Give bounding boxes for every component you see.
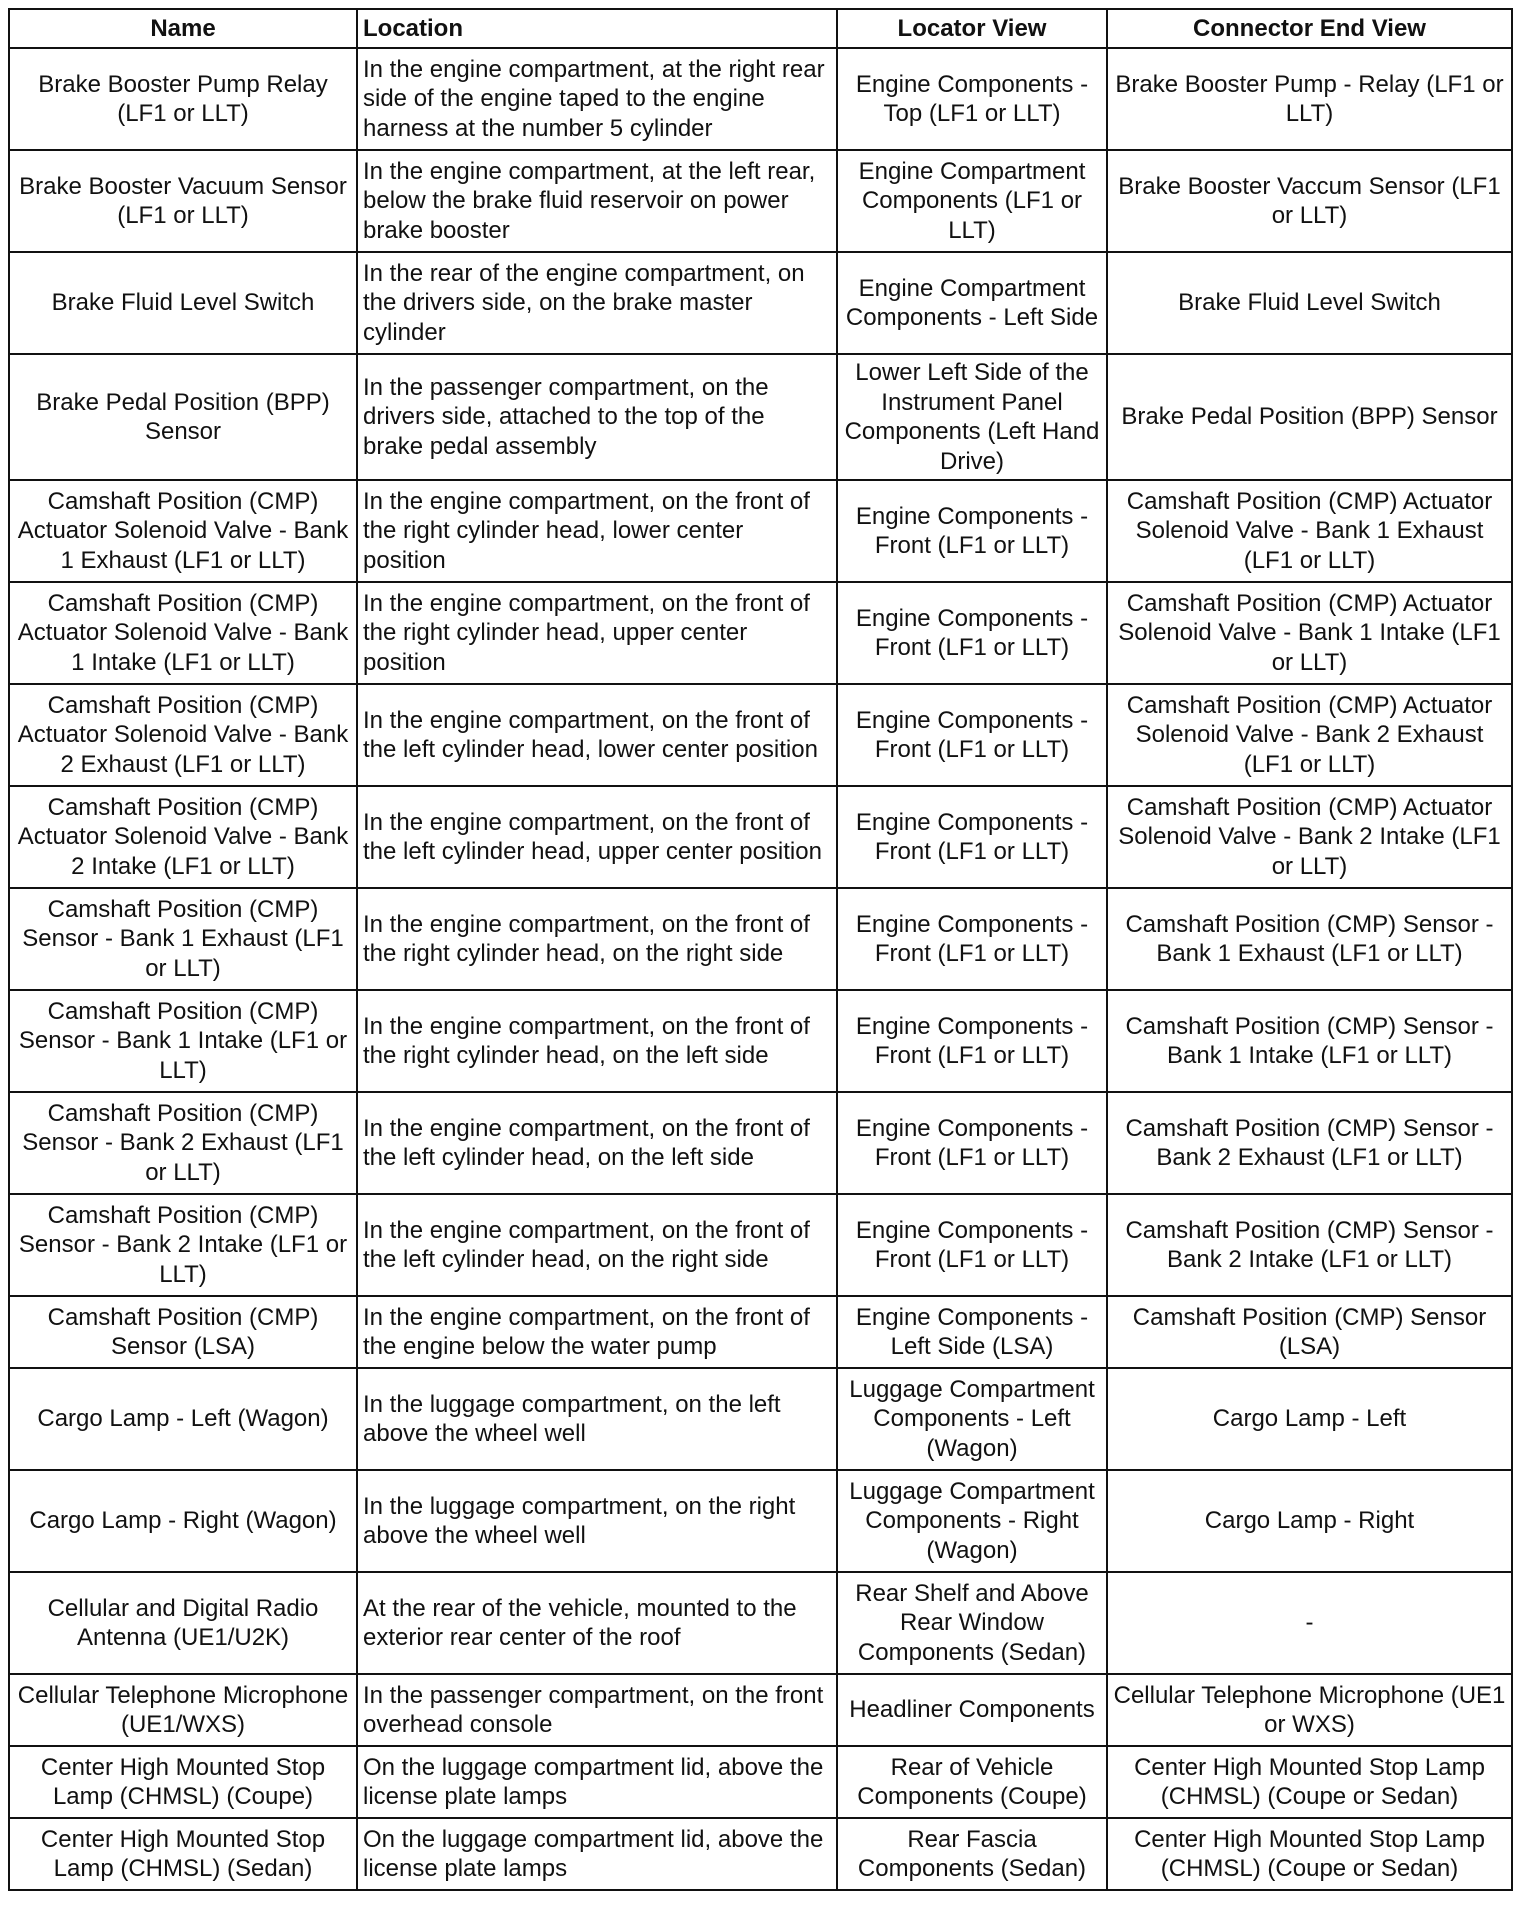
- name-cell: Cellular Telephone Microphone (UE1/WXS): [9, 1674, 357, 1746]
- connector-end-view-cell: Camshaft Position (CMP) Sensor - Bank 1 Intake (LF1 or LLT): [1107, 990, 1512, 1092]
- locator-view-cell: Luggage Compartment Components - Right (Wagon): [837, 1470, 1107, 1572]
- name-cell: Brake Pedal Position (BPP) Sensor: [9, 354, 357, 480]
- table-row: [9, 1818, 1512, 1890]
- locator-view-cell: Engine Components - Front (LF1 or LLT): [837, 1194, 1107, 1296]
- locator-view-cell: Engine Components - Front (LF1 or LLT): [837, 990, 1107, 1092]
- name-cell: Center High Mounted Stop Lamp (CHMSL) (Coupe): [9, 1746, 357, 1818]
- table-row: [9, 1572, 1512, 1674]
- connector-end-view-cell: Center High Mounted Stop Lamp (CHMSL) (Coupe or Sedan): [1107, 1746, 1512, 1818]
- name-cell: Camshaft Position (CMP) Actuator Solenoid Valve - Bank 2 Intake (LF1 or LLT): [9, 786, 357, 888]
- table-row: [9, 684, 1512, 786]
- locator-view-cell: Engine Compartment Components - Left Side: [837, 252, 1107, 354]
- connector-end-view-cell: Cargo Lamp - Left: [1107, 1368, 1512, 1470]
- connector-end-view-cell: Camshaft Position (CMP) Actuator Solenoid Valve - Bank 2 Exhaust (LF1 or LLT): [1107, 684, 1512, 786]
- name-cell: Camshaft Position (CMP) Sensor - Bank 2 Exhaust (LF1 or LLT): [9, 1092, 357, 1194]
- location-cell: At the rear of the vehicle, mounted to the exterior rear center of the roof: [357, 1572, 837, 1674]
- table-row: [9, 1746, 1512, 1818]
- table-row: [9, 990, 1512, 1092]
- locator-view-cell: Engine Components - Top (LF1 or LLT): [837, 48, 1107, 150]
- table-header: [9, 9, 1512, 48]
- location-cell: On the luggage compartment lid, above the license plate lamps: [357, 1818, 837, 1890]
- name-cell: Center High Mounted Stop Lamp (CHMSL) (Sedan): [9, 1818, 357, 1890]
- locator-view-cell: Luggage Compartment Components - Left (Wagon): [837, 1368, 1107, 1470]
- table-row: [9, 1368, 1512, 1470]
- name-cell: Cargo Lamp - Right (Wagon): [9, 1470, 357, 1572]
- location-cell: In the rear of the engine compartment, on the drivers side, on the brake master cylinder: [357, 252, 837, 354]
- table-row: [9, 888, 1512, 990]
- name-cell: Camshaft Position (CMP) Sensor (LSA): [9, 1296, 357, 1368]
- locator-view-cell: Engine Compartment Components (LF1 or LLT): [837, 150, 1107, 252]
- location-cell: In the engine compartment, on the front of the left cylinder head, upper center position: [357, 786, 837, 888]
- location-cell: On the luggage compartment lid, above the license plate lamps: [357, 1746, 837, 1818]
- header-locator-view: Locator View: [837, 9, 1107, 48]
- name-cell: Camshaft Position (CMP) Sensor - Bank 1 Exhaust (LF1 or LLT): [9, 888, 357, 990]
- locator-view-cell: Engine Components - Front (LF1 or LLT): [837, 888, 1107, 990]
- table-row: [9, 1092, 1512, 1194]
- table-row: [9, 582, 1512, 684]
- location-cell: In the passenger compartment, on the front overhead console: [357, 1674, 837, 1746]
- table-row: [9, 1470, 1512, 1572]
- location-cell: In the engine compartment, on the front of the left cylinder head, lower center position: [357, 684, 837, 786]
- connector-end-view-cell: Brake Booster Vaccum Sensor (LF1 or LLT): [1107, 150, 1512, 252]
- locator-view-cell: Engine Components - Front (LF1 or LLT): [837, 786, 1107, 888]
- name-cell: Camshaft Position (CMP) Sensor - Bank 1 Intake (LF1 or LLT): [9, 990, 357, 1092]
- location-cell: In the engine compartment, on the front of the right cylinder head, upper center position: [357, 582, 837, 684]
- name-cell: Cellular and Digital Radio Antenna (UE1/U2K): [9, 1572, 357, 1674]
- location-cell: In the luggage compartment, on the left above the wheel well: [357, 1368, 837, 1470]
- name-cell: Brake Booster Vacuum Sensor (LF1 or LLT): [9, 150, 357, 252]
- connector-end-view-cell: Cellular Telephone Microphone (UE1 or WXS): [1107, 1674, 1512, 1746]
- name-cell: Camshaft Position (CMP) Sensor - Bank 2 Intake (LF1 or LLT): [9, 1194, 357, 1296]
- location-cell: In the luggage compartment, on the right above the wheel well: [357, 1470, 837, 1572]
- location-cell: In the engine compartment, at the left rear, below the brake fluid reservoir on power brake booster: [357, 150, 837, 252]
- table-row: [9, 354, 1512, 480]
- connector-end-view-cell: Camshaft Position (CMP) Actuator Solenoid Valve - Bank 1 Intake (LF1 or LLT): [1107, 582, 1512, 684]
- name-cell: Camshaft Position (CMP) Actuator Solenoid Valve - Bank 2 Exhaust (LF1 or LLT): [9, 684, 357, 786]
- locator-view-cell: Rear Fascia Components (Sedan): [837, 1818, 1107, 1890]
- locator-view-cell: Engine Components - Front (LF1 or LLT): [837, 480, 1107, 582]
- connector-end-view-cell: Camshaft Position (CMP) Sensor - Bank 1 Exhaust (LF1 or LLT): [1107, 888, 1512, 990]
- location-cell: In the engine compartment, on the front of the right cylinder head, on the left side: [357, 990, 837, 1092]
- connector-end-view-cell: Brake Fluid Level Switch: [1107, 252, 1512, 354]
- component-locator-table: [8, 8, 1513, 1891]
- name-cell: Brake Fluid Level Switch: [9, 252, 357, 354]
- connector-end-view-cell: Camshaft Position (CMP) Sensor - Bank 2 Exhaust (LF1 or LLT): [1107, 1092, 1512, 1194]
- locator-view-cell: Headliner Components: [837, 1674, 1107, 1746]
- connector-end-view-cell: Camshaft Position (CMP) Sensor - Bank 2 Intake (LF1 or LLT): [1107, 1194, 1512, 1296]
- header-row: [9, 9, 1512, 48]
- location-cell: In the engine compartment, at the right rear side of the engine taped to the engine harness at the number 5 cylinder: [357, 48, 837, 150]
- table-row: [9, 480, 1512, 582]
- connector-end-view-cell: Camshaft Position (CMP) Actuator Solenoid Valve - Bank 1 Exhaust (LF1 or LLT): [1107, 480, 1512, 582]
- location-cell: In the engine compartment, on the front of the left cylinder head, on the right side: [357, 1194, 837, 1296]
- table-row: [9, 1296, 1512, 1368]
- connector-end-view-cell: -: [1107, 1572, 1512, 1674]
- locator-view-cell: Engine Components - Front (LF1 or LLT): [837, 684, 1107, 786]
- header-location: Location: [357, 9, 837, 48]
- table-row: [9, 786, 1512, 888]
- connector-end-view-cell: Brake Pedal Position (BPP) Sensor: [1107, 354, 1512, 480]
- connector-end-view-cell: Camshaft Position (CMP) Sensor (LSA): [1107, 1296, 1512, 1368]
- locator-view-cell: Rear Shelf and Above Rear Window Components (Sedan): [837, 1572, 1107, 1674]
- table-row: [9, 1674, 1512, 1746]
- locator-view-cell: Engine Components - Front (LF1 or LLT): [837, 1092, 1107, 1194]
- header-connector-end-view: Connector End View: [1107, 9, 1512, 48]
- name-cell: Camshaft Position (CMP) Actuator Solenoid Valve - Bank 1 Intake (LF1 or LLT): [9, 582, 357, 684]
- name-cell: Cargo Lamp - Left (Wagon): [9, 1368, 357, 1470]
- location-cell: In the passenger compartment, on the drivers side, attached to the top of the brake pedal assembly: [357, 354, 837, 480]
- locator-view-cell: Lower Left Side of the Instrument Panel Components (Left Hand Drive): [837, 354, 1107, 480]
- locator-view-cell: Engine Components - Front (LF1 or LLT): [837, 582, 1107, 684]
- connector-end-view-cell: Brake Booster Pump - Relay (LF1 or LLT): [1107, 48, 1512, 150]
- name-cell: Brake Booster Pump Relay (LF1 or LLT): [9, 48, 357, 150]
- connector-end-view-cell: Cargo Lamp - Right: [1107, 1470, 1512, 1572]
- location-cell: In the engine compartment, on the front of the left cylinder head, on the left side: [357, 1092, 837, 1194]
- table-body: [9, 48, 1512, 1890]
- location-cell: In the engine compartment, on the front of the engine below the water pump: [357, 1296, 837, 1368]
- locator-view-cell: Engine Components - Left Side (LSA): [837, 1296, 1107, 1368]
- table-row: [9, 252, 1512, 354]
- location-cell: In the engine compartment, on the front of the right cylinder head, lower center position: [357, 480, 837, 582]
- locator-view-cell: Rear of Vehicle Components (Coupe): [837, 1746, 1107, 1818]
- table-row: [9, 1194, 1512, 1296]
- connector-end-view-cell: Center High Mounted Stop Lamp (CHMSL) (Coupe or Sedan): [1107, 1818, 1512, 1890]
- header-name: Name: [9, 9, 357, 48]
- table-row: [9, 48, 1512, 150]
- location-cell: In the engine compartment, on the front of the right cylinder head, on the right side: [357, 888, 837, 990]
- name-cell: Camshaft Position (CMP) Actuator Solenoid Valve - Bank 1 Exhaust (LF1 or LLT): [9, 480, 357, 582]
- table-row: [9, 150, 1512, 252]
- connector-end-view-cell: Camshaft Position (CMP) Actuator Solenoid Valve - Bank 2 Intake (LF1 or LLT): [1107, 786, 1512, 888]
